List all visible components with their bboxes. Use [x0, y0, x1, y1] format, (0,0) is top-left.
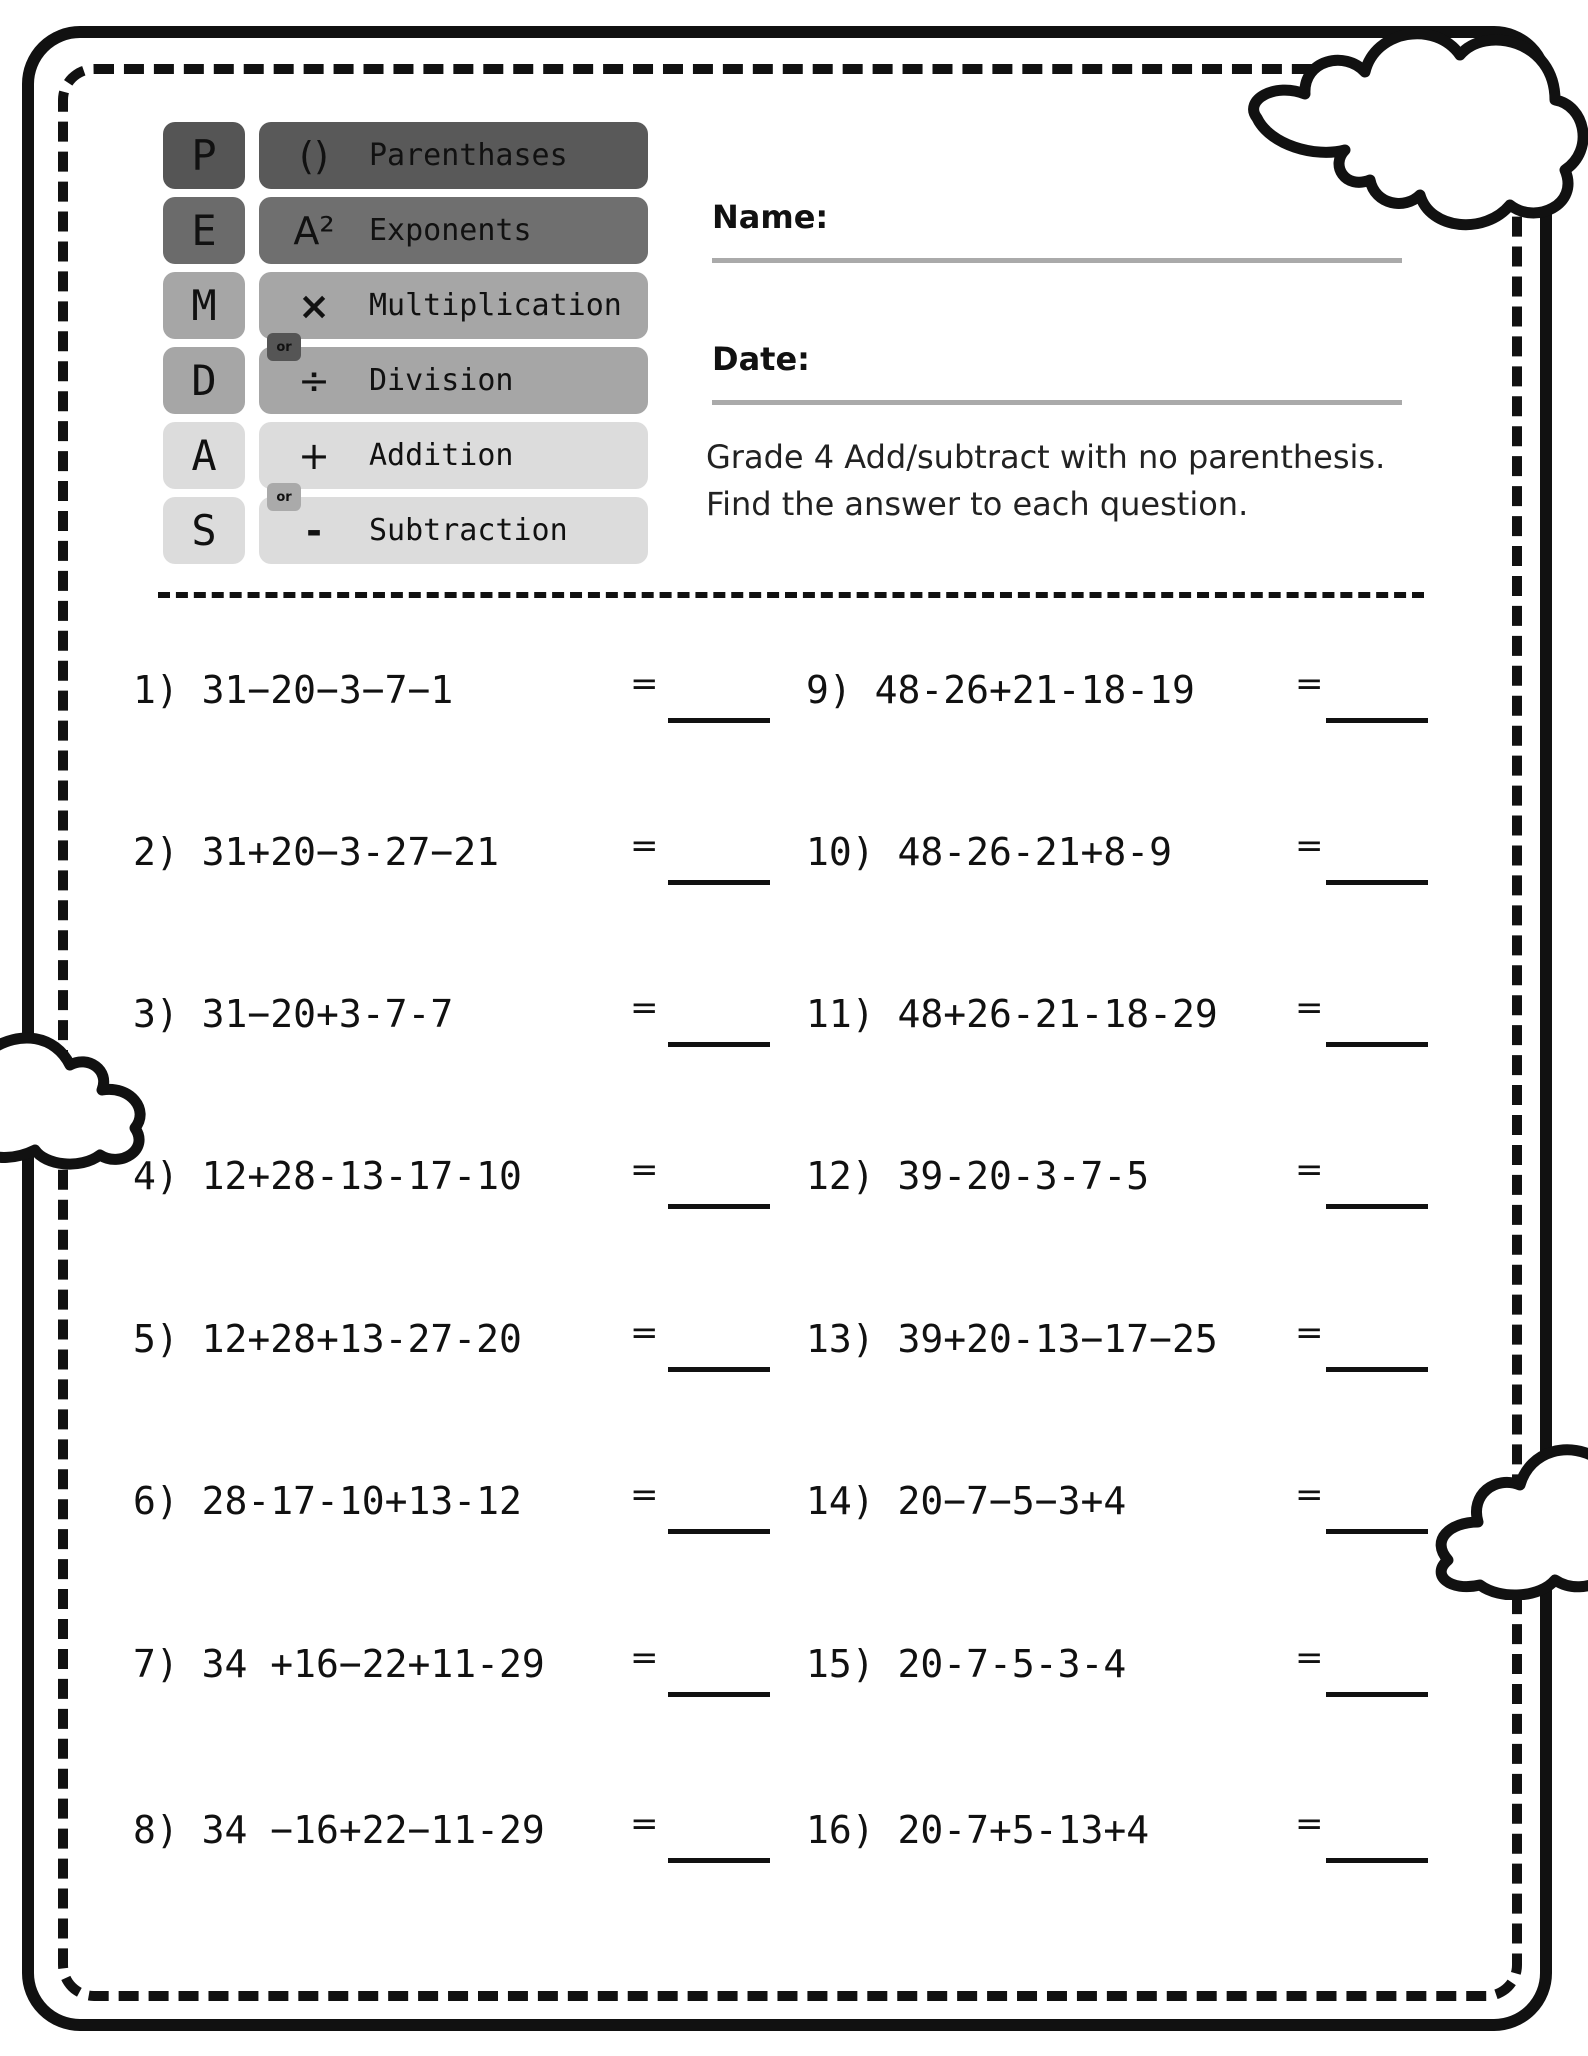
pemdas-bar — [259, 497, 648, 564]
plus-icon: + — [298, 433, 330, 478]
equals-sign: = — [1295, 1150, 1324, 1190]
equals-sign: = — [1295, 1475, 1324, 1515]
answer-blank[interactable] — [1326, 1692, 1428, 1697]
answer-blank[interactable] — [668, 1042, 770, 1047]
pemdas-bar — [259, 272, 648, 339]
pemdas-letter: D — [163, 347, 245, 414]
cloud-icon — [1235, 20, 1588, 250]
answer-blank[interactable] — [668, 1204, 770, 1209]
cloud-icon — [1420, 1440, 1588, 1600]
equals-sign: = — [1295, 988, 1324, 1028]
pemdas-bar — [259, 347, 648, 414]
pemdas-chart — [163, 120, 648, 570]
pemdas-row-p — [163, 120, 648, 195]
problem-text: 7) 34 +16−22+11-29 — [133, 1642, 545, 1686]
pemdas-label: Exponents — [369, 213, 532, 248]
answer-blank[interactable] — [1326, 718, 1428, 723]
date-field[interactable] — [712, 400, 1402, 405]
pemdas-bar — [259, 122, 648, 189]
minus-icon: - — [306, 508, 322, 553]
equals-sign: = — [1295, 664, 1324, 704]
problem-text: 15) 20-7-5-3-4 — [806, 1642, 1127, 1686]
or-badge: or — [267, 333, 301, 361]
pemdas-row-d — [163, 339, 648, 420]
answer-blank[interactable] — [668, 1858, 770, 1863]
equals-sign: = — [630, 988, 659, 1028]
date-label: Date: — [712, 340, 810, 378]
parentheses-icon: () — [299, 133, 329, 178]
answer-blank[interactable] — [668, 880, 770, 885]
problem-text: 2) 31+20−3-27−21 — [133, 830, 500, 874]
pemdas-row-e — [163, 195, 648, 270]
answer-blank[interactable] — [668, 718, 770, 723]
equals-sign: = — [630, 1150, 659, 1190]
problem-text: 8) 34 −16+22−11-29 — [133, 1808, 545, 1852]
answer-blank[interactable] — [668, 1692, 770, 1697]
equals-sign: = — [630, 664, 659, 704]
problem-text: 6) 28-17-10+13-12 — [133, 1479, 522, 1523]
pemdas-label: Parenthases — [369, 138, 568, 173]
problem-text: 12) 39-20-3-7-5 — [806, 1154, 1150, 1198]
equals-sign: = — [1295, 1638, 1324, 1678]
pemdas-row-s — [163, 489, 648, 570]
name-field[interactable] — [712, 258, 1402, 263]
answer-blank[interactable] — [1326, 1529, 1428, 1534]
problem-text: 14) 20−7−5−3+4 — [806, 1479, 1127, 1523]
pemdas-label: Multiplication — [369, 288, 622, 323]
section-divider — [158, 592, 1424, 598]
answer-blank[interactable] — [668, 1367, 770, 1372]
answer-blank[interactable] — [1326, 1204, 1428, 1209]
multiply-icon: × — [298, 283, 330, 328]
or-badge: or — [267, 483, 301, 511]
problem-text: 16) 20-7+5-13+4 — [806, 1808, 1150, 1852]
problem-text: 5) 12+28+13-27-20 — [133, 1317, 522, 1361]
equals-sign: = — [1295, 1804, 1324, 1844]
pemdas-label: Division — [369, 363, 514, 398]
answer-blank[interactable] — [1326, 1858, 1428, 1863]
name-label: Name: — [712, 198, 829, 236]
pemdas-letter: E — [163, 197, 245, 264]
equals-sign: = — [1295, 826, 1324, 866]
pemdas-letter: A — [163, 422, 245, 489]
problem-text: 4) 12+28-13-17-10 — [133, 1154, 522, 1198]
equals-sign: = — [630, 1638, 659, 1678]
exponent-icon: A² — [293, 208, 335, 253]
pemdas-row-a — [163, 420, 648, 495]
problem-text: 11) 48+26-21-18-29 — [806, 992, 1218, 1036]
pemdas-letter: M — [163, 272, 245, 339]
equals-sign: = — [1295, 1313, 1324, 1353]
equals-sign: = — [630, 826, 659, 866]
divide-icon: ÷ — [298, 358, 330, 403]
pemdas-letter: P — [163, 122, 245, 189]
instructions — [706, 434, 1476, 528]
equals-sign: = — [630, 1313, 659, 1353]
instruction-line: Find the answer to each question. — [706, 485, 1249, 523]
equals-sign: = — [630, 1475, 659, 1515]
problem-text: 13) 39+20-13−17−25 — [806, 1317, 1218, 1361]
pemdas-row-m — [163, 270, 648, 345]
pemdas-label: Subtraction — [369, 513, 568, 548]
answer-blank[interactable] — [1326, 1042, 1428, 1047]
pemdas-letter: S — [163, 497, 245, 564]
problem-text: 9) 48-26+21-18-19 — [806, 668, 1195, 712]
pemdas-label: Addition — [369, 438, 514, 473]
equals-sign: = — [630, 1804, 659, 1844]
pemdas-bar — [259, 422, 648, 489]
answer-blank[interactable] — [668, 1529, 770, 1534]
instruction-line: Grade 4 Add/subtract with no parenthesis. — [706, 438, 1386, 476]
problem-text: 10) 48-26-21+8-9 — [806, 830, 1173, 874]
problem-text: 3) 31−20+3-7-7 — [133, 992, 454, 1036]
pemdas-bar — [259, 197, 648, 264]
answer-blank[interactable] — [1326, 1367, 1428, 1372]
answer-blank[interactable] — [1326, 880, 1428, 885]
problem-text: 1) 31−20−3−7−1 — [133, 668, 454, 712]
